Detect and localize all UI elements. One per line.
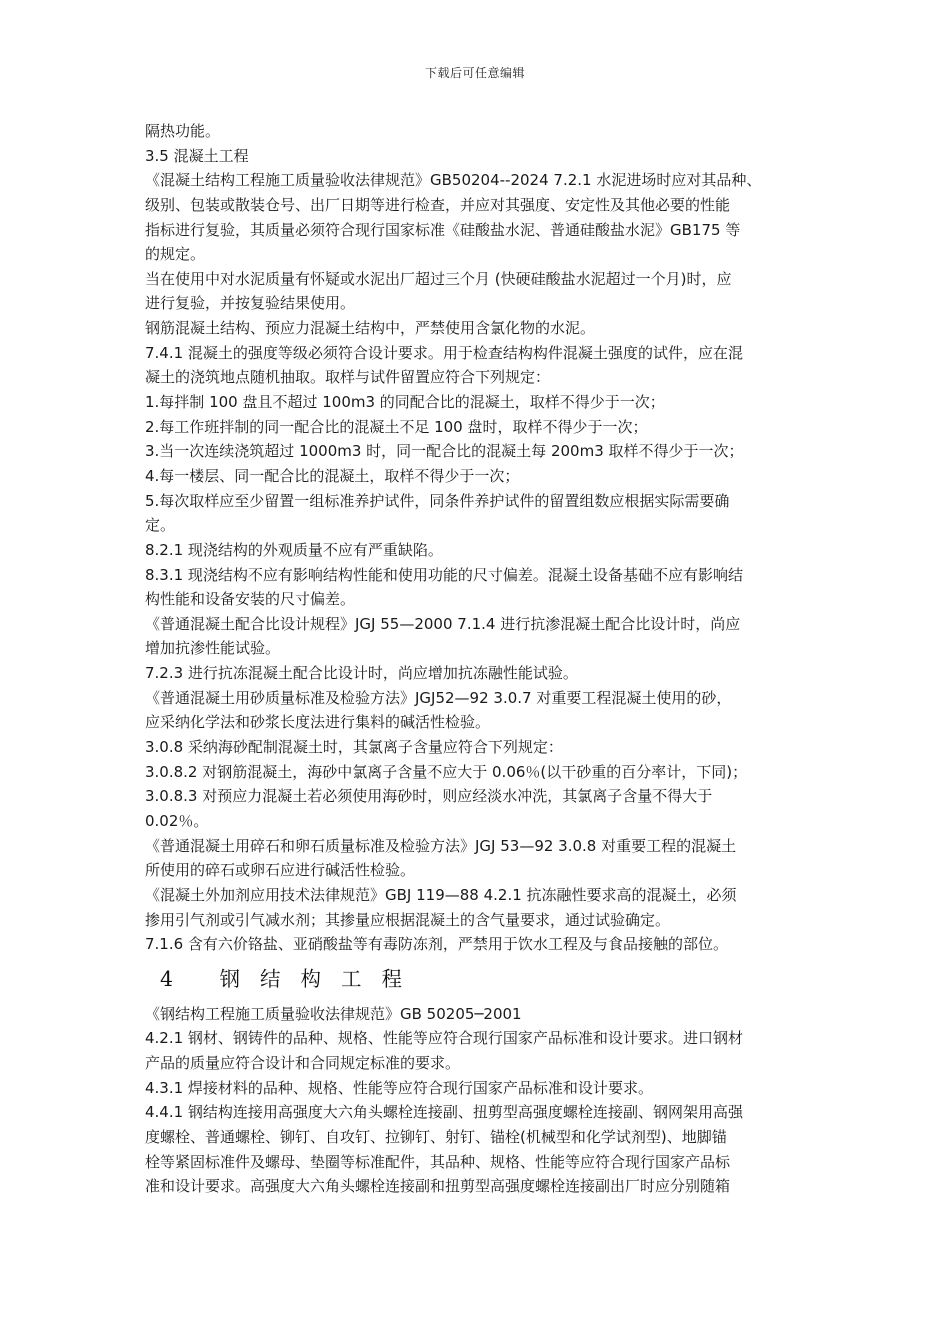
- text-line: 所使用的碎石或卵石应进行碱活性检验。: [145, 861, 416, 880]
- text-line: 应采纳化学法和砂浆长度法进行集料的碱活性检验。: [145, 713, 491, 732]
- text-line: 4.4.1 钢结构连接用高强度大六角头螺栓连接副、扭剪型高强度螺栓连接副、钢网架用高强: [145, 1103, 743, 1122]
- concrete-section-text: [145, 119, 810, 957]
- text-line: 1.每拌制 100 盘且不超过 100m3 的同配合比的混凝土，取样不得少于一次；: [145, 393, 665, 412]
- text-line: 钢筋混凝土结构、预应力混凝土结构中，严禁使用含氯化物的水泥。: [145, 319, 596, 338]
- page-header: 下载后可任意编辑: [424, 66, 525, 80]
- text-line: 7.2.3 进行抗冻混凝土配合比设计时，尚应增加抗冻融性能试验。: [145, 664, 578, 683]
- steel-section-text: [145, 1002, 810, 1199]
- text-line: 3.0.8.2 对钢筋混凝土，海砂中氯离子含量不应大于 0.06％(以干砂重的百分率计，下同)；: [145, 762, 748, 781]
- text-line: 《混凝土外加剂应用技术法律规范》GBJ 119—88 4.2.1 抗冻融性要求高的混凝土，必须: [145, 885, 737, 904]
- text-line: 增加抗渗性能试验。: [145, 639, 281, 658]
- text-line: 0.02％。: [145, 811, 209, 830]
- text-line: 准和设计要求。高强度大六角头螺栓连接副和扭剪型高强度螺栓连接副出厂时应分别随箱: [145, 1177, 731, 1196]
- text-line: 3.当一次连续浇筑超过 1000m3 时，同一配合比的混凝土每 200m3 取样不得少于一次；: [145, 442, 744, 461]
- text-line: 《普通混凝土配合比设计规程》JGJ 55—2000 7.1.4 进行抗渗混凝土配合比设计时，尚应: [145, 614, 741, 633]
- text-line: 7.1.6 含有六价铬盐、亚硝酸盐等有毒防冻剂，严禁用于饮水工程及与食品接触的部位。: [145, 935, 728, 954]
- text-line: 5.每次取样应至少留置一组标准养护试件，同条件养护试件的留置组数应根据实际需要确: [145, 491, 730, 510]
- text-line: 隔热功能。: [145, 122, 221, 140]
- text-line: 2.每工作班拌制的同一配合比的混凝土不足 100 盘时，取样不得少于一次；: [145, 417, 648, 436]
- text-line: 构性能和设备安装的尺寸偏差。: [145, 590, 356, 609]
- text-line: 栓等紧固标准件及螺母、垫圈等标准配件，其品种、规格、性能等应符合现行国家产品标: [145, 1152, 731, 1171]
- text-line: 进行复验，并按复验结果使用。: [145, 294, 356, 313]
- text-line: 《普通混凝土用砂质量标准及检验方法》JGJ52—92 3.0.7 对重要工程混凝土使用的砂，: [145, 688, 732, 707]
- text-line: 级别、包装或散装仓号、出厂日期等进行检查，并应对其强度、安定性及其他必要的性能: [145, 195, 731, 214]
- text-line: 8.2.1 现浇结构的外观质量不应有严重缺陷。: [145, 540, 443, 559]
- text-line: 《钢结构工程施工质量验收法律规范》GB 50205─2001: [145, 1004, 522, 1023]
- text-line: 《混凝土结构工程施工质量验收法律规范》GB50204--2024 7.2.1 水泥进场时应对其品种、: [145, 171, 762, 190]
- text-line: 4.2.1 钢材、钢铸件的品种、规格、性能等应符合现行国家产品标准和设计要求。进口钢材: [145, 1029, 743, 1048]
- text-line: 《普通混凝土用碎石和卵石质量标准及检验方法》JGJ 53—92 3.0.8 对重要工程的混凝土: [145, 836, 737, 855]
- text-line: 掺用引气剂或引气减水剂；其掺量应根据混凝土的含气量要求，通过试验确定。: [145, 910, 671, 929]
- text-line: 的规定。: [145, 245, 206, 264]
- text-line: 定。: [145, 516, 176, 535]
- text-line: 4.每一楼层、同一配合比的混凝土，取样不得少于一次；: [145, 466, 520, 485]
- text-line: 3.5 混凝土工程: [145, 146, 249, 165]
- text-line: 7.4.1 混凝土的强度等级必须符合设计要求。用于检查结构构件混凝土强度的试件，应在混: [145, 343, 743, 362]
- text-line: 指标进行复验，其质量必须符合现行国家标准《硅酸盐水泥、普通硅酸盐水泥》GB175 等: [145, 220, 741, 239]
- text-line: 3.0.8 采纳海砂配制混凝土时，其氯离子含量应符合下列规定：: [145, 738, 563, 757]
- text-line: 产品的质量应符合设计和合同规定标准的要求。: [145, 1054, 461, 1073]
- text-line: 当在使用中对水泥质量有怀疑或水泥出厂超过三个月 (快硬硅酸盐水泥超过一个月)时，应: [145, 269, 732, 288]
- text-line: 8.3.1 现浇结构不应有影响结构性能和使用功能的尺寸偏差。混凝土设备基础不应有影响结: [145, 565, 743, 584]
- text-line: 凝土的浇筑地点随机抽取。取样与试件留置应符合下列规定：: [145, 368, 551, 387]
- text-line: 4.3.1 焊接材料的品种、规格、性能等应符合现行国家产品标准和设计要求。: [145, 1078, 653, 1097]
- text-line: 度螺栓、普通螺栓、铆钉、自攻钉、拉铆钉、射钉、锚栓(机械型和化学试剂型)、地脚锚: [145, 1127, 727, 1146]
- document-body: [145, 119, 810, 1199]
- text-line: 3.0.8.3 对预应力混凝土若必须使用海砂时，则应经淡水冲洗，其氯离子含量不得大于: [145, 787, 713, 806]
- section-heading-steel: 4 钢结构工程: [160, 966, 423, 991]
